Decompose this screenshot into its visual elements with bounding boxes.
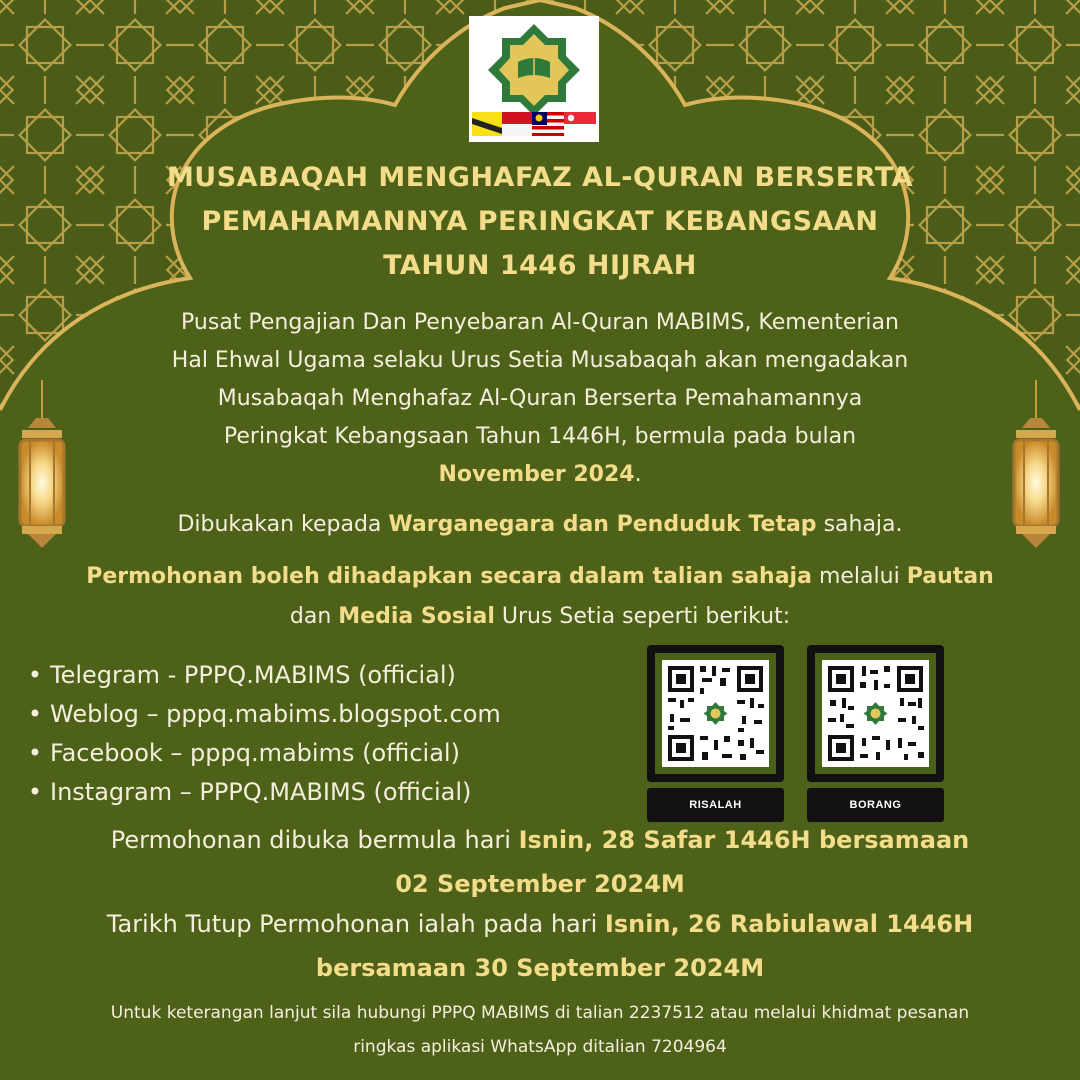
intro-line-1: Pusat Pengajian Dan Penyebaran Al-Quran MABIMS, Kementerian <box>181 310 899 335</box>
close-pre: Tarikh Tutup Permohonan ialah pada hari <box>106 910 598 938</box>
channel-list <box>20 656 501 812</box>
closing-date <box>40 902 1040 990</box>
eligibility-highlight: Warganegara dan Penduduk Tetap <box>388 512 817 537</box>
channel-instagram[interactable]: • Instagram – PPPQ.MABIMS (official) <box>20 773 501 812</box>
start-month: November 2024 <box>438 462 635 487</box>
apply-pre: Permohonan boleh dihadapkan secara <box>86 564 562 589</box>
title-line-3: TAHUN 1446 HIJRAH <box>383 250 697 281</box>
eligibility-pre: Dibukakan kepada <box>177 512 382 537</box>
intro-line-2: Hal Ehwal Ugama selaku Urus Setia Musabaqah akan mengadakan <box>171 348 909 373</box>
intro-paragraph <box>70 304 1010 494</box>
footer-line-1: Untuk keterangan lanjut sila hubungi PPPQ MABIMS di talian 2237512 atau melalui khidmat pesanan <box>110 1003 970 1023</box>
qr-code-icon <box>822 660 929 767</box>
singapore-flag <box>564 112 596 136</box>
qr-code-risalah[interactable] <box>647 645 784 782</box>
apply-line-1 <box>20 557 1060 597</box>
title-block <box>80 156 1000 288</box>
indonesia-flag <box>502 112 532 136</box>
apply-line2-pre: dan <box>289 604 332 629</box>
channel-weblog[interactable]: • Weblog – pppq.mabims.blogspot.com <box>20 695 501 734</box>
open-pre: Permohonan dibuka bermula hari <box>110 826 511 854</box>
channel-telegram[interactable]: • Telegram - PPPQ.MABIMS (official) <box>20 656 501 695</box>
mabims-logo <box>469 16 599 142</box>
footer-line-2: ringkas aplikasi WhatsApp ditalian 7204964 <box>353 1037 727 1057</box>
close-date-highlight: Isnin, 26 Rabiulawal 1446H <box>604 910 974 938</box>
intro-line-5 <box>70 456 1010 494</box>
open-date-highlight: Isnin, 28 Safar 1446H bersamaan <box>518 826 970 854</box>
open-date-gregorian: 02 September 2024M <box>395 870 685 898</box>
close-date-gregorian: bersamaan 30 September 2024M <box>315 954 765 982</box>
channel-facebook[interactable]: • Facebook – pppq.mabims (official) <box>20 734 501 773</box>
qr-code-icon <box>662 660 769 767</box>
apply-social-media: Media Sosial <box>338 604 495 629</box>
apply-online-only: dalam talian sahaja <box>568 564 812 589</box>
application-note <box>20 557 1060 637</box>
qr-label-borang[interactable]: BORANG <box>807 788 944 822</box>
intro-end: . <box>634 462 642 487</box>
apply-line-2 <box>20 597 1060 637</box>
apply-mid: melalui <box>818 564 900 589</box>
contact-footer <box>0 996 1080 1064</box>
close-line-1 <box>40 902 1040 946</box>
opening-date <box>40 818 1040 906</box>
apply-link-word: Pautan <box>906 564 994 589</box>
qr-label-risalah[interactable]: RISALAH <box>647 788 784 822</box>
apply-line2-post: Urus Setia seperti berikut: <box>501 604 791 629</box>
title-line-1: MUSABAQAH MENGHAFAZ AL-QURAN BERSERTA <box>166 162 914 193</box>
open-line-1 <box>40 818 1040 862</box>
eligibility-post: sahaja. <box>823 512 903 537</box>
intro-line-3: Musabaqah Menghafaz Al-Quran Berserta Pemahamannya <box>217 386 863 411</box>
brunei-flag <box>472 112 502 136</box>
malaysia-flag <box>532 112 564 136</box>
intro-line-4: Peringkat Kebangsaan Tahun 1446H, bermula pada bulan <box>223 424 857 449</box>
eligibility-line <box>40 507 1040 543</box>
title-line-2: PEMAHAMANNYA PERINGKAT KEBANGSAAN <box>201 206 879 237</box>
qr-code-borang[interactable] <box>807 645 944 782</box>
